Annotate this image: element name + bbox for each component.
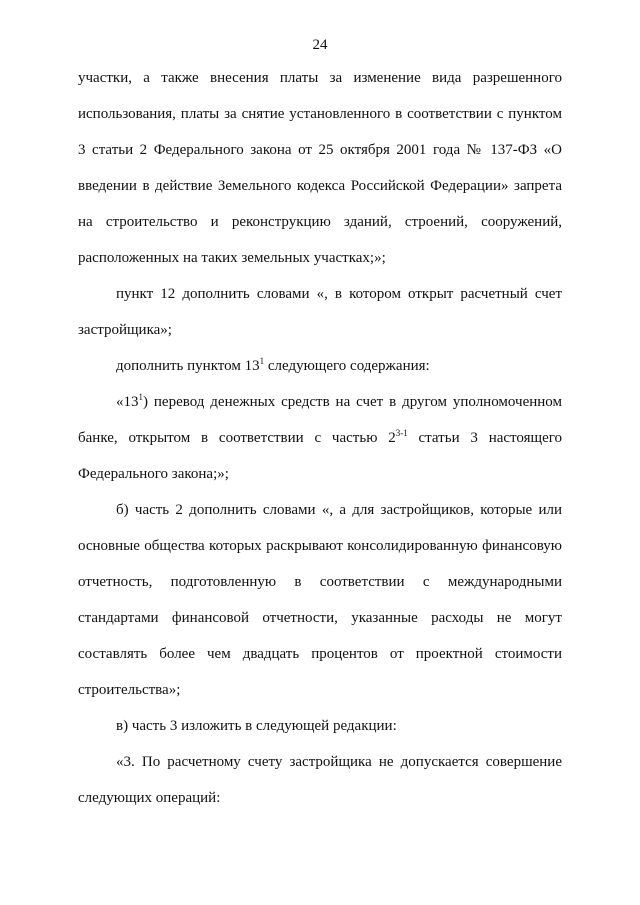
document-body [78,60,562,816]
paragraph [78,60,562,276]
paragraph [78,708,562,744]
paragraph [78,384,562,492]
text-segment: участки, а также внесения платы за изменение вида разрешенного использования, платы за снятие установленного в соответствии с пунктом 3 статьи 2 Федерального закона от 25 октября 2001 года № 137-ФЗ «О введении в действие Земельного кодекса Российской Федерации» запрета на строительство и реконструкцию зданий, строений, сооружений, расположенных на таких земельных участках;»; [78,70,562,266]
superscript: 3-1 [395,428,408,438]
text-segment: дополнить пунктом 13 [116,358,260,374]
superscript-segment [396,430,408,446]
paragraph [78,276,562,348]
superscript: 1 [259,356,265,366]
text-segment: ) перевод денежных средств на счет в другом уполномоченном банке, открытом в соответствии с частью 2 [78,394,562,446]
paragraph [78,348,562,384]
text-segment: статьи 3 настоящего Федерального закона;»; [78,430,562,482]
text-segment: пункт 12 дополнить словами «, в котором открыт расчетный счет застройщика»; [78,286,562,338]
text-segment: «3. По расчетному счету застройщика не допускается совершение следующих операций: [78,754,562,806]
text-segment: следующего содержания: [264,358,430,374]
text-segment: «13 [116,394,139,410]
page-number: 24 [312,37,328,53]
text-segment: б) часть 2 дополнить словами «, а для застройщиков, которые или основные общества которых раскрывают консолидированную финансовую отчетность, подготовленную в соответствии с международными стандартами финансовой отчетности, указанные расходы не могут составлять более чем двадцать процентов от проектной стоимости строительства»; [78,502,562,698]
paragraph [78,744,562,816]
paragraph [78,492,562,708]
text-segment: в) часть 3 изложить в следующей редакции: [116,718,397,734]
superscript: 1 [138,392,143,402]
